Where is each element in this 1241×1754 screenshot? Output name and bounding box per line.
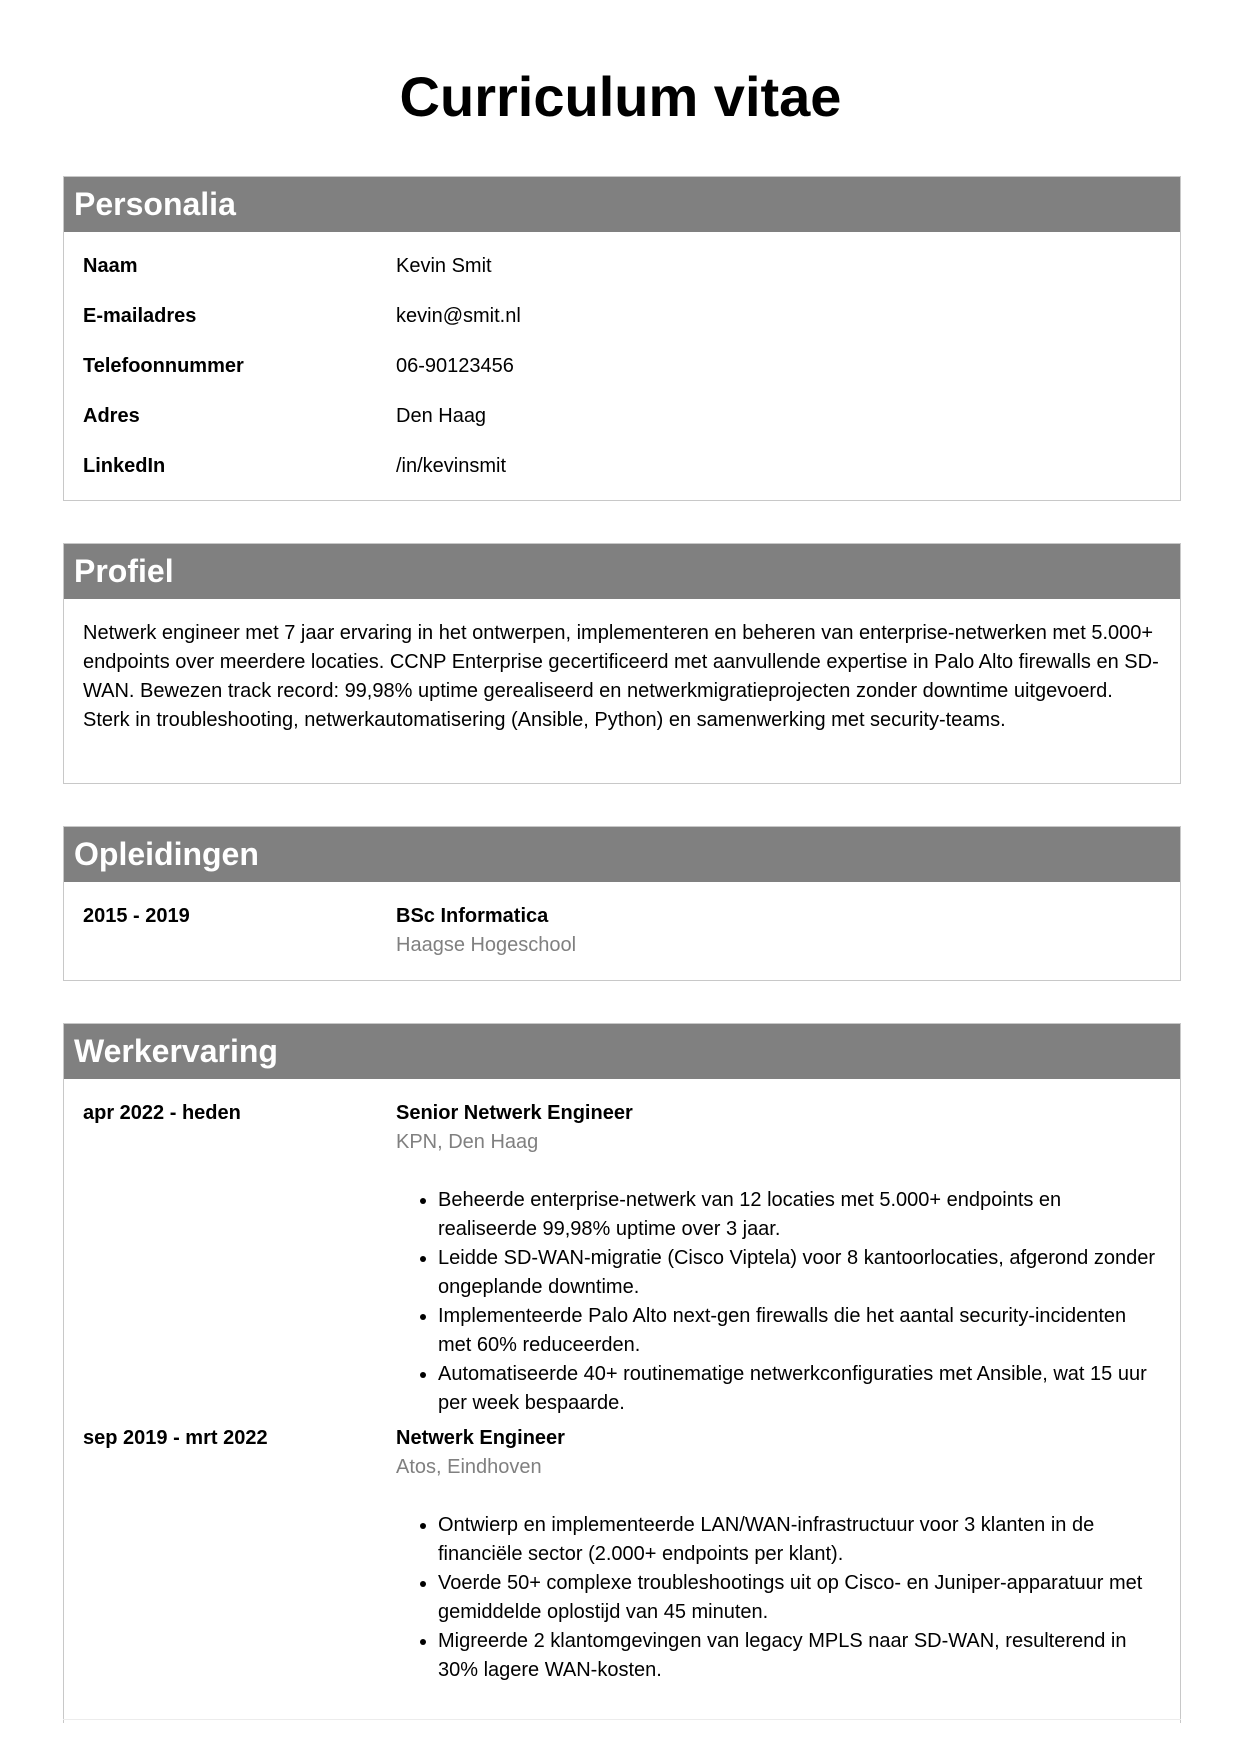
job-content [396, 1099, 1161, 1418]
education-institution: Haagse Hogeschool [396, 934, 577, 956]
job-bullet: • Leidde SD-WAN-migratie (Cisco Viptela) voor 8 kantoorlocaties, afgerond zonder ongeplande downtime. [438, 1244, 1161, 1302]
job-bullets [396, 1511, 1161, 1685]
field-value: Den Haag [396, 405, 487, 427]
section-header-werkervaring: Werkervaring [64, 1024, 1180, 1079]
field-value: Kevin Smit [396, 255, 492, 277]
personalia-row-email [83, 302, 1161, 352]
section-header-opleidingen: Opleidingen [64, 827, 1180, 882]
profiel-body [64, 599, 1180, 735]
profile-text: Netwerk engineer met 7 jaar ervaring in het ontwerpen, implementeren en beheren van enterprise-netwerken met 5.000+ endpoints over meerdere locaties. CCNP Enterprise gecertificeerd met aanvullende expertise in Palo Alto firewalls en SD-WAN. Bewezen track record: 99,98% uptime gerealiseerd en netwerkmigratieprojecten zonder downtime uitgevoerd. Sterk in troubleshooting, netwerkautomatisering (Ansible, Python) en samenwerking met security-teams. [83, 622, 1159, 731]
job-content [396, 1424, 1161, 1685]
werkervaring-body [64, 1079, 1180, 1685]
job-period: apr 2022 - heden [83, 1102, 241, 1124]
job-bullet: • Voerde 50+ complexe troubleshootings uit op Cisco- en Juniper-apparatuur met gemiddelde oplostijd van 45 minuten. [438, 1569, 1161, 1627]
page-title: Curriculum vitae [399, 65, 842, 128]
opleidingen-body [64, 882, 1180, 960]
field-label: E-mailadres [83, 305, 197, 327]
education-entry [83, 902, 1161, 960]
job-bullet: • Implementeerde Palo Alto next-gen firewalls die het aantal security-incidenten met 60% reduceerden. [438, 1302, 1161, 1360]
education-period: 2015 - 2019 [83, 905, 190, 927]
personalia-row-adres [83, 402, 1161, 452]
personalia-body [64, 232, 1180, 502]
job-bullet: • Migreerde 2 klantomgevingen van legacy MPLS naar SD-WAN, resulterend in 30% lagere WAN-kosten. [438, 1627, 1161, 1685]
job-entry [83, 1099, 1161, 1418]
job-company: Atos, Eindhoven [396, 1456, 542, 1478]
field-value: kevin@smit.nl [396, 305, 521, 327]
education-content [396, 902, 1161, 960]
job-bullet: • Automatiseerde 40+ routinematige netwerkconfiguraties met Ansible, wat 15 uur per week bespaarde. [438, 1360, 1161, 1418]
section-werkervaring [63, 1023, 1181, 1723]
job-bullets [396, 1186, 1161, 1418]
field-label: Adres [83, 405, 140, 427]
field-value: 06-90123456 [396, 355, 514, 377]
job-bullet: • Beheerde enterprise-netwerk van 12 locaties met 5.000+ endpoints en realiseerde 99,98% uptime over 3 jaar. [438, 1186, 1161, 1244]
job-company: KPN, Den Haag [396, 1131, 539, 1153]
personalia-row-telefoon [83, 352, 1161, 402]
page-bottom-divider [63, 1719, 1181, 1720]
personalia-row-naam [83, 252, 1161, 302]
personalia-row-linkedin [83, 452, 1161, 502]
job-entry [83, 1424, 1161, 1685]
section-profiel [63, 543, 1181, 784]
job-title: Senior Netwerk Engineer [396, 1102, 633, 1124]
field-label: LinkedIn [83, 455, 166, 477]
section-opleidingen [63, 826, 1181, 981]
section-header-profiel: Profiel [64, 544, 1180, 599]
education-title: BSc Informatica [396, 905, 549, 927]
field-label: Naam [83, 255, 138, 277]
job-bullet: • Ontwierp en implementeerde LAN/WAN-infrastructuur voor 3 klanten in de financiële sector (2.000+ endpoints per klant). [438, 1511, 1161, 1569]
section-personalia [63, 176, 1181, 501]
section-header-personalia: Personalia [64, 177, 1180, 232]
field-label: Telefoonnummer [83, 355, 244, 377]
job-period: sep 2019 - mrt 2022 [83, 1427, 268, 1449]
job-title: Netwerk Engineer [396, 1427, 565, 1449]
field-value: /in/kevinsmit [396, 455, 507, 477]
